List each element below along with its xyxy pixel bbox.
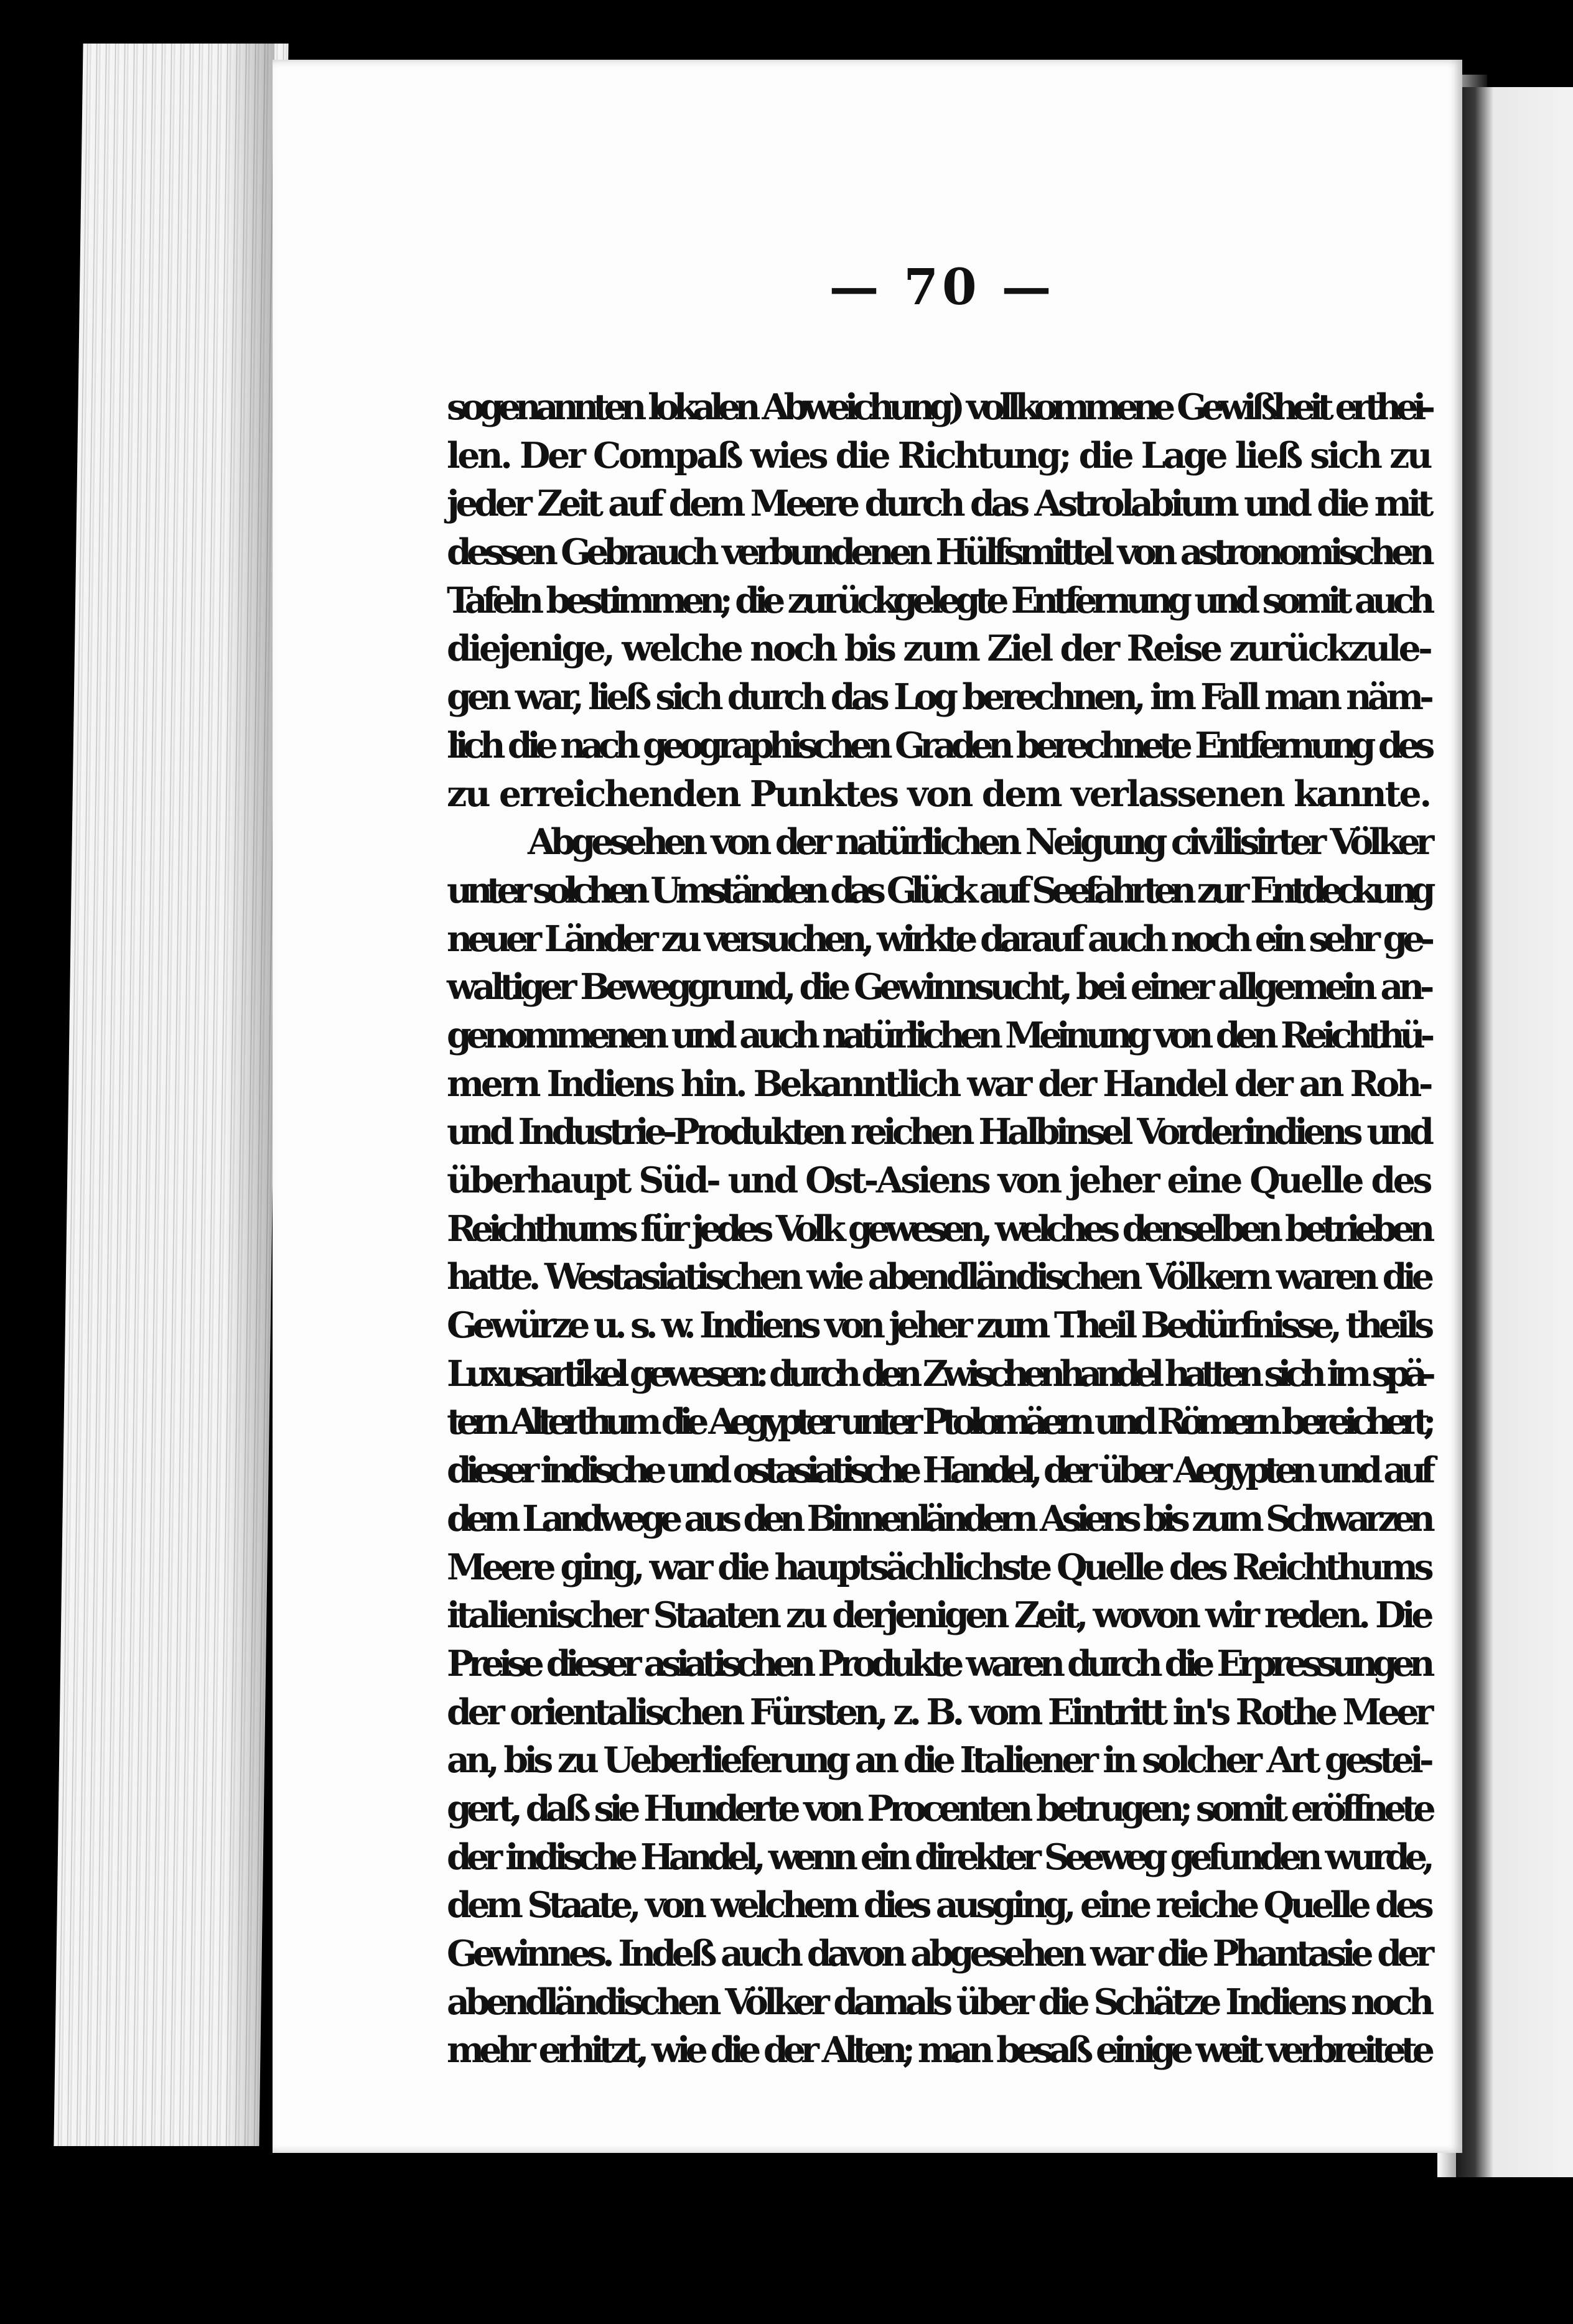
text-line: lich die nach geographischen Graden berechnete Entfernung des	[447, 724, 1430, 766]
text-line: italienischer Staaten zu derjenigen Zeit, wovon wir reden. Die	[447, 1594, 1430, 1637]
text-line: an, bis zu Ueberlieferung an die Italiener in solcher Art gestei-	[447, 1739, 1430, 1782]
text-line: unter solchen Umständen das Glück auf Seefahrten zur Entdeckung	[447, 869, 1430, 911]
text-line: hatte. Westasiatischen wie abendländischen Völkern waren die	[447, 1256, 1430, 1298]
text-line: überhaupt Süd- und Ost-Asiens von jeher eine Quelle des	[447, 1160, 1430, 1201]
text-line: Abgesehen von der natürlichen Neigung civilisirter Völker	[528, 821, 1431, 863]
text-line: sogenannten lokalen Abweichung) vollkommene Gewißheit erthei-	[447, 386, 1430, 428]
text-line: zu erreichenden Punktes von dem verlassenen kannte.	[447, 773, 1430, 815]
text-line: Gewinnes. Indeß auch davon abgesehen war die Phantasie der	[447, 1933, 1430, 1974]
text-line: mern Indiens hin. Bekanntlich war der Handel der an Roh-	[447, 1062, 1430, 1105]
text-line: neuer Länder zu versuchen, wirkte darauf auch noch ein sehr ge-	[447, 918, 1430, 960]
text-line: len. Der Compaß wies die Richtung; die Lage ließ sich zu	[447, 434, 1430, 476]
text-line: der orientalischen Fürsten, z. B. vom Eintritt in's Rothe Meer	[447, 1691, 1430, 1733]
text-line: genommenen und auch natürlichen Meinung von den Reichthü-	[447, 1014, 1430, 1056]
page-number: — 70 —	[829, 258, 1055, 316]
text-line: der indische Handel, wenn ein direkter Seeweg gefunden wurde,	[447, 1836, 1430, 1878]
text-line: Tafeln bestimmen; die zurückgelegte Entfernung und somit auch	[447, 579, 1430, 621]
text-line: und Industrie-Produkten reichen Halbinsel Vorderindiens und	[447, 1111, 1430, 1153]
page-stack-shadow	[224, 44, 274, 2146]
body-text	[447, 383, 1430, 2075]
text-line: dessen Gebrauch verbundenen Hülfsmittel von astronomischen	[447, 531, 1430, 574]
text-line: tern Alterthum die Aegypter unter Ptolomäern und Römern bereichert;	[447, 1401, 1430, 1443]
text-line: dem Staate, von welchem dies ausging, eine reiche Quelle des	[447, 1884, 1430, 1927]
text-line: waltiger Beweggrund, die Gewinnsucht, bei einer allgemein an-	[447, 966, 1430, 1008]
paragraph	[447, 383, 1430, 818]
paragraph	[447, 818, 1430, 2075]
text-line: abendländischen Völker damals über die Schätze Indiens noch	[447, 1981, 1430, 2023]
text-line: gen war, ließ sich durch das Log berechnen, im Fall man näm-	[447, 676, 1430, 718]
book-page	[273, 60, 1462, 2153]
text-line: Gewürze u. s. w. Indiens von jeher zum Theil Bedürfnisse, theils	[447, 1304, 1430, 1347]
text-line: diejenige, welche noch bis zum Ziel der Reise zurückzule-	[447, 628, 1430, 670]
facing-page-edge	[1456, 87, 1573, 2177]
text-line: dieser indische und ostasiatische Handel, der über Aegypten und auf	[447, 1449, 1430, 1492]
text-line: mehr erhitzt, wie die der Alten; man besaß einige weit verbreitete	[447, 2029, 1430, 2071]
text-line: gert, daß sie Hunderte von Procenten betrugen; somit eröffnete	[447, 1787, 1432, 1829]
text-line: jeder Zeit auf dem Meere durch das Astrolabium und die mit	[447, 483, 1430, 525]
text-line: Meere ging, war die hauptsächlichste Quelle des Reichthums	[447, 1546, 1430, 1588]
text-line: Reichthums für jedes Volk gewesen, welches denselben betrieben	[447, 1207, 1430, 1250]
text-line: Preise dieser asiatischen Produkte waren durch die Erpressungen	[447, 1642, 1430, 1685]
text-line: dem Landwege aus den Binnenländern Asiens bis zum Schwarzen	[447, 1497, 1430, 1540]
text-line: Luxusartikel gewesen: durch den Zwischenhandel hatten sich im spä-	[447, 1352, 1430, 1395]
